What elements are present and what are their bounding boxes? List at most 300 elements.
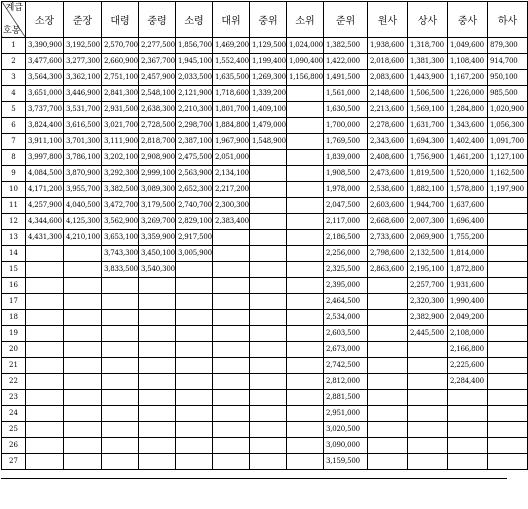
salary-cell [139,438,176,454]
salary-cell: 2,464,500 [324,294,368,310]
salary-cell: 2,148,600 [368,86,408,102]
salary-cell [287,326,324,342]
salary-cell: 1,548,900 [250,134,287,150]
salary-cell [26,246,64,262]
salary-cell: 1,491,500 [324,70,368,86]
salary-cell: 3,192,500 [64,38,102,54]
salary-cell [368,438,408,454]
salary-cell [139,454,176,470]
salary-cell: 1,931,600 [448,278,488,294]
salary-cell [26,374,64,390]
table-row [2,358,528,374]
step-number-cell: 24 [2,406,26,422]
salary-cell: 1,506,500 [408,86,448,102]
salary-cell: 1,801,700 [213,102,250,118]
salary-cell [250,422,287,438]
salary-cell: 2,278,600 [368,118,408,134]
salary-cell: 1,269,300 [250,70,287,86]
salary-cell [213,454,250,470]
salary-cell [26,294,64,310]
salary-cell [488,278,528,294]
salary-cell: 1,694,300 [408,134,448,150]
salary-cell [250,454,287,470]
salary-cell: 1,631,700 [408,118,448,134]
step-number-cell: 3 [2,70,26,86]
salary-cell [176,342,213,358]
salary-cell: 1,755,200 [448,230,488,246]
salary-cell [250,406,287,422]
corner-header-cell [2,2,26,38]
salary-cell: 4,171,200 [26,182,64,198]
salary-cell: 2,210,300 [176,102,213,118]
table-row [2,230,528,246]
salary-cell [287,438,324,454]
salary-cell: 3,021,700 [102,118,139,134]
salary-cell: 2,917,500 [176,230,213,246]
salary-cell [408,358,448,374]
salary-cell [26,358,64,374]
salary-cell [26,342,64,358]
salary-cell [408,342,448,358]
salary-cell: 2,257,700 [408,278,448,294]
salary-cell: 3,564,300 [26,70,64,86]
salary-cell: 2,999,100 [139,166,176,182]
table-row [2,246,528,262]
salary-cell: 2,638,300 [139,102,176,118]
salary-cell [102,454,139,470]
salary-cell [139,422,176,438]
salary-cell [488,406,528,422]
salary-cell [213,278,250,294]
salary-cell [102,374,139,390]
salary-cell: 3,472,700 [102,198,139,214]
pay-scale-table [1,1,528,470]
table-row [2,214,528,230]
salary-cell: 3,997,800 [26,150,64,166]
salary-cell: 2,908,900 [139,150,176,166]
salary-cell: 3,090,000 [324,438,368,454]
salary-cell [26,422,64,438]
salary-cell: 3,531,700 [64,102,102,118]
rank-header-cell: 중사 [448,2,488,38]
salary-cell [287,278,324,294]
salary-cell: 2,387,100 [176,134,213,150]
salary-cell [250,438,287,454]
salary-cell [368,310,408,326]
salary-cell [287,342,324,358]
salary-cell: 4,257,900 [26,198,64,214]
salary-cell: 2,298,700 [176,118,213,134]
salary-cell: 2,563,900 [176,166,213,182]
salary-cell [488,454,528,470]
salary-cell [368,374,408,390]
step-number-cell: 11 [2,198,26,214]
salary-cell: 1,990,400 [448,294,488,310]
salary-cell: 2,051,000 [213,150,250,166]
salary-cell: 2,367,700 [139,54,176,70]
salary-cell [64,294,102,310]
rank-header-cell: 준위 [324,2,368,38]
step-number-cell: 13 [2,230,26,246]
salary-cell [102,406,139,422]
salary-cell [213,390,250,406]
step-number-cell: 5 [2,102,26,118]
salary-cell: 1,197,900 [488,182,528,198]
salary-cell [287,294,324,310]
salary-cell: 2,117,000 [324,214,368,230]
salary-cell: 3,562,900 [102,214,139,230]
salary-cell [408,454,448,470]
salary-cell [64,374,102,390]
salary-cell: 3,743,300 [102,246,139,262]
salary-cell [250,310,287,326]
salary-cell [176,422,213,438]
salary-cell: 1,339,200 [250,86,287,102]
step-number-cell: 6 [2,118,26,134]
salary-cell [368,326,408,342]
table-row [2,326,528,342]
salary-cell [64,278,102,294]
salary-cell: 1,635,500 [213,70,250,86]
table-row [2,406,528,422]
salary-cell: 2,603,600 [368,198,408,214]
salary-cell: 1,284,800 [448,102,488,118]
salary-cell: 2,829,100 [176,214,213,230]
salary-cell: 2,548,100 [139,86,176,102]
salary-cell: 2,300,300 [213,198,250,214]
salary-cell [368,278,408,294]
step-number-cell: 21 [2,358,26,374]
salary-cell [287,230,324,246]
salary-cell: 3,292,300 [102,166,139,182]
salary-cell: 1,461,200 [448,150,488,166]
salary-cell: 1,872,800 [448,262,488,278]
step-number-cell: 1 [2,38,26,54]
salary-cell: 3,390,900 [26,38,64,54]
salary-cell [64,326,102,342]
salary-cell: 3,450,100 [139,246,176,262]
salary-cell [250,246,287,262]
salary-cell [287,134,324,150]
step-number-cell: 8 [2,150,26,166]
salary-cell: 2,132,500 [408,246,448,262]
salary-cell [64,390,102,406]
salary-cell: 2,812,000 [324,374,368,390]
salary-cell [64,358,102,374]
salary-cell [176,294,213,310]
salary-cell: 1,318,700 [408,38,448,54]
salary-cell [26,310,64,326]
salary-cell: 1,409,100 [250,102,287,118]
salary-cell [250,390,287,406]
salary-cell [287,246,324,262]
salary-cell: 2,668,600 [368,214,408,230]
salary-cell: 1,024,000 [287,38,324,54]
salary-cell: 4,431,300 [26,230,64,246]
salary-cell [102,422,139,438]
table-row [2,342,528,358]
salary-cell [287,358,324,374]
salary-cell [176,326,213,342]
salary-cell: 3,737,700 [26,102,64,118]
salary-cell [26,390,64,406]
salary-cell [488,390,528,406]
salary-cell [250,198,287,214]
salary-cell: 1,108,400 [448,54,488,70]
salary-cell: 2,408,600 [368,150,408,166]
salary-cell [368,294,408,310]
salary-cell [213,342,250,358]
salary-cell: 2,798,600 [368,246,408,262]
salary-cell: 1,381,300 [408,54,448,70]
salary-cell [408,374,448,390]
salary-cell [408,390,448,406]
salary-cell: 2,134,100 [213,166,250,182]
salary-cell: 1,552,400 [213,54,250,70]
rank-header-cell: 소령 [176,2,213,38]
salary-cell [488,230,528,246]
salary-cell: 3,277,300 [64,54,102,70]
salary-cell: 1,091,700 [488,134,528,150]
salary-cell [250,262,287,278]
salary-cell: 1,637,600 [448,198,488,214]
salary-cell: 2,382,900 [408,310,448,326]
step-number-cell: 18 [2,310,26,326]
salary-cell: 950,100 [488,70,528,86]
salary-cell [26,454,64,470]
salary-cell [287,374,324,390]
step-number-cell: 22 [2,374,26,390]
salary-cell: 3,477,600 [26,54,64,70]
corner-step-label: 호봉 [3,26,21,36]
salary-cell: 2,475,500 [176,150,213,166]
table-row [2,438,528,454]
salary-cell: 1,199,400 [250,54,287,70]
step-number-cell: 23 [2,390,26,406]
salary-cell [102,278,139,294]
rank-header-cell: 원사 [368,2,408,38]
table-row [2,54,528,70]
salary-cell: 4,125,300 [64,214,102,230]
salary-cell: 1,756,900 [408,150,448,166]
salary-cell [64,406,102,422]
salary-cell: 1,938,600 [368,38,408,54]
salary-cell [213,326,250,342]
salary-cell [250,358,287,374]
salary-cell: 1,908,500 [324,166,368,182]
salary-cell: 1,839,000 [324,150,368,166]
salary-cell [250,230,287,246]
salary-cell: 3,179,500 [139,198,176,214]
table-row [2,262,528,278]
salary-cell: 2,863,600 [368,262,408,278]
salary-cell [448,454,488,470]
table-row [2,390,528,406]
salary-cell: 4,210,100 [64,230,102,246]
salary-cell [139,310,176,326]
salary-cell: 2,284,400 [448,374,488,390]
salary-cell [408,406,448,422]
salary-cell: 2,033,500 [176,70,213,86]
salary-cell [176,438,213,454]
salary-cell [176,454,213,470]
salary-cell: 3,540,300 [139,262,176,278]
salary-cell: 2,457,900 [139,70,176,86]
salary-cell: 3,359,900 [139,230,176,246]
salary-cell [139,390,176,406]
rank-header-cell: 대령 [102,2,139,38]
salary-cell [488,214,528,230]
salary-cell [213,246,250,262]
salary-cell [488,198,528,214]
salary-cell: 3,955,700 [64,182,102,198]
table-row [2,422,528,438]
step-number-cell: 7 [2,134,26,150]
step-number-cell: 15 [2,262,26,278]
step-number-cell: 17 [2,294,26,310]
salary-cell [488,374,528,390]
salary-cell [139,358,176,374]
salary-cell [64,438,102,454]
header-row [2,2,528,38]
salary-cell: 2,320,300 [408,294,448,310]
step-number-cell: 4 [2,86,26,102]
salary-cell: 2,931,500 [102,102,139,118]
salary-cell [102,310,139,326]
salary-cell: 2,881,500 [324,390,368,406]
salary-cell: 1,819,500 [408,166,448,182]
salary-cell: 1,569,100 [408,102,448,118]
salary-cell: 1,443,900 [408,70,448,86]
salary-cell: 2,195,100 [408,262,448,278]
table-row [2,102,528,118]
table-row [2,294,528,310]
salary-cell: 1,156,800 [287,70,324,86]
step-number-cell: 20 [2,342,26,358]
salary-cell [102,390,139,406]
salary-cell [250,326,287,342]
salary-cell [102,294,139,310]
salary-cell: 3,362,100 [64,70,102,86]
salary-cell [176,406,213,422]
salary-cell: 2,733,600 [368,230,408,246]
salary-cell: 4,040,500 [64,198,102,214]
salary-cell [26,278,64,294]
salary-cell: 2,256,000 [324,246,368,262]
salary-cell: 2,603,500 [324,326,368,342]
salary-cell: 1,718,600 [213,86,250,102]
salary-cell: 2,570,700 [102,38,139,54]
salary-cell [448,438,488,454]
salary-cell: 3,446,900 [64,86,102,102]
salary-cell: 3,111,900 [102,134,139,150]
salary-cell [250,278,287,294]
salary-cell [287,150,324,166]
salary-cell [448,406,488,422]
salary-cell: 2,121,900 [176,86,213,102]
salary-cell [448,422,488,438]
table-row [2,118,528,134]
salary-cell [368,358,408,374]
salary-cell: 2,069,900 [408,230,448,246]
salary-cell: 1,167,200 [448,70,488,86]
salary-cell: 1,090,400 [287,54,324,70]
salary-cell [102,438,139,454]
salary-cell: 2,343,600 [368,134,408,150]
salary-cell [250,182,287,198]
table-row [2,374,528,390]
salary-cell: 2,538,600 [368,182,408,198]
salary-cell [213,438,250,454]
salary-cell [64,262,102,278]
table-row [2,454,528,470]
salary-cell [488,294,528,310]
salary-cell: 2,728,500 [139,118,176,134]
step-number-cell: 10 [2,182,26,198]
salary-cell [139,406,176,422]
salary-cell: 2,534,000 [324,310,368,326]
rank-header-cell: 대위 [213,2,250,38]
salary-cell [213,406,250,422]
salary-cell: 2,277,500 [139,38,176,54]
salary-cell: 3,202,100 [102,150,139,166]
table-row [2,38,528,54]
salary-cell [287,86,324,102]
salary-cell [488,438,528,454]
salary-cell [213,310,250,326]
salary-cell [287,310,324,326]
salary-cell: 2,395,000 [324,278,368,294]
salary-cell: 1,343,600 [448,118,488,134]
salary-cell: 2,108,000 [448,326,488,342]
salary-cell: 1,422,000 [324,54,368,70]
salary-cell: 3,269,700 [139,214,176,230]
salary-cell [139,278,176,294]
salary-cell: 1,882,100 [408,182,448,198]
salary-cell [287,102,324,118]
salary-cell [287,118,324,134]
salary-cell: 2,007,300 [408,214,448,230]
salary-cell [213,294,250,310]
salary-cell: 1,944,700 [408,198,448,214]
salary-cell [139,326,176,342]
salary-cell: 2,083,600 [368,70,408,86]
table-row [2,278,528,294]
salary-cell [176,358,213,374]
salary-cell [448,390,488,406]
salary-cell: 1,049,600 [448,38,488,54]
table-row [2,86,528,102]
salary-cell [287,198,324,214]
step-number-cell: 25 [2,422,26,438]
salary-cell [176,390,213,406]
salary-cell [488,358,528,374]
salary-cell [250,374,287,390]
salary-cell: 2,742,500 [324,358,368,374]
salary-cell [287,182,324,198]
salary-cell [287,214,324,230]
salary-cell: 1,630,500 [324,102,368,118]
salary-cell [368,422,408,438]
salary-cell: 3,653,100 [102,230,139,246]
salary-cell: 3,616,500 [64,118,102,134]
salary-cell [102,358,139,374]
pay-table-container [1,1,524,479]
salary-cell [488,342,528,358]
salary-cell: 2,740,700 [176,198,213,214]
salary-cell [213,262,250,278]
salary-cell [488,326,528,342]
